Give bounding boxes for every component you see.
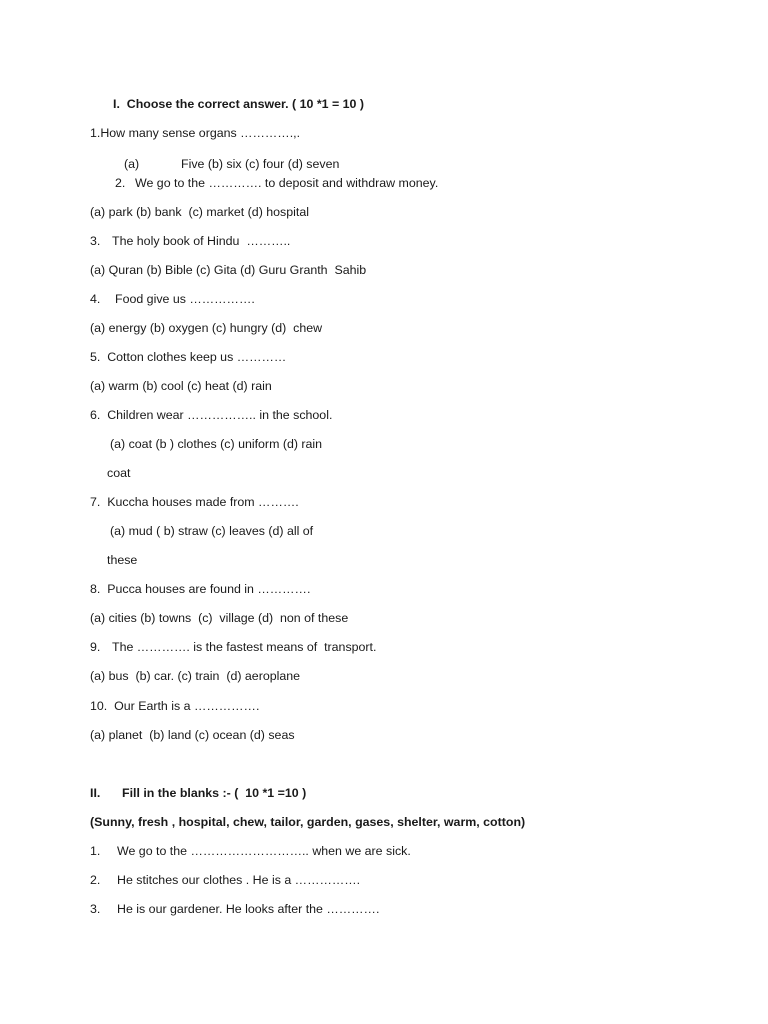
question-1: 1.How many sense organs ………….,.: [90, 126, 301, 140]
question-7-options-cont: these: [107, 553, 138, 567]
question-9-number: 9.: [90, 640, 101, 654]
question-8-options: (a) cities (b) towns (c) village (d) non of these: [90, 611, 349, 625]
question-4: Food give us …………….: [115, 292, 255, 306]
question-8: 8. Pucca houses are found in ………….: [90, 582, 311, 596]
question-2-number: 2.: [115, 176, 126, 190]
word-bank: (Sunny, fresh , hospital, chew, tailor, garden, gases, shelter, warm, cotton): [90, 815, 526, 829]
question-3-number: 3.: [90, 234, 101, 248]
blank-1-number: 1.: [90, 844, 101, 858]
section2-heading: Fill in the blanks :- ( 10 *1 =10 ): [122, 786, 307, 800]
blank-3: He is our gardener. He looks after the ………….: [117, 902, 380, 916]
question-1-options: Five (b) six (c) four (d) seven: [181, 157, 340, 171]
section2-number: II.: [90, 786, 101, 800]
question-4-options: (a) energy (b) oxygen (c) hungry (d) chew: [90, 321, 323, 335]
section1-heading: I. Choose the correct answer. ( 10 *1 = 10 ): [113, 97, 365, 111]
question-2: We go to the …………. to deposit and withdraw money.: [135, 176, 439, 190]
question-7-options: (a) mud ( b) straw (c) leaves (d) all of: [110, 524, 314, 538]
question-7: 7. Kuccha houses made from ……….: [90, 495, 299, 509]
question-4-number: 4.: [90, 292, 101, 306]
blank-1: We go to the ……………………….. when we are sick.: [117, 844, 411, 858]
blank-3-number: 3.: [90, 902, 101, 916]
question-9: The …………. is the fastest means of transport.: [112, 640, 377, 654]
question-9-options: (a) bus (b) car. (c) train (d) aeroplane: [90, 669, 301, 683]
question-5-options: (a) warm (b) cool (c) heat (d) rain: [90, 379, 272, 393]
question-1-option-label: (a): [124, 157, 140, 171]
question-6: 6. Children wear …………….. in the school.: [90, 408, 333, 422]
question-10-options: (a) planet (b) land (c) ocean (d) seas: [90, 728, 295, 742]
question-2-options: (a) park (b) bank (c) market (d) hospital: [90, 205, 309, 219]
question-6-options-cont: coat: [107, 466, 131, 480]
question-5: 5. Cotton clothes keep us …………: [90, 350, 287, 364]
blank-2: He stitches our clothes . He is a …………….: [117, 873, 361, 887]
question-3-options: (a) Quran (b) Bible (c) Gita (d) Guru Granth Sahib: [90, 263, 367, 277]
question-10: 10. Our Earth is a …………….: [90, 699, 260, 713]
question-6-options: (a) coat (b ) clothes (c) uniform (d) rain: [110, 437, 323, 451]
question-3: The holy book of Hindu ………..: [112, 234, 291, 248]
blank-2-number: 2.: [90, 873, 101, 887]
